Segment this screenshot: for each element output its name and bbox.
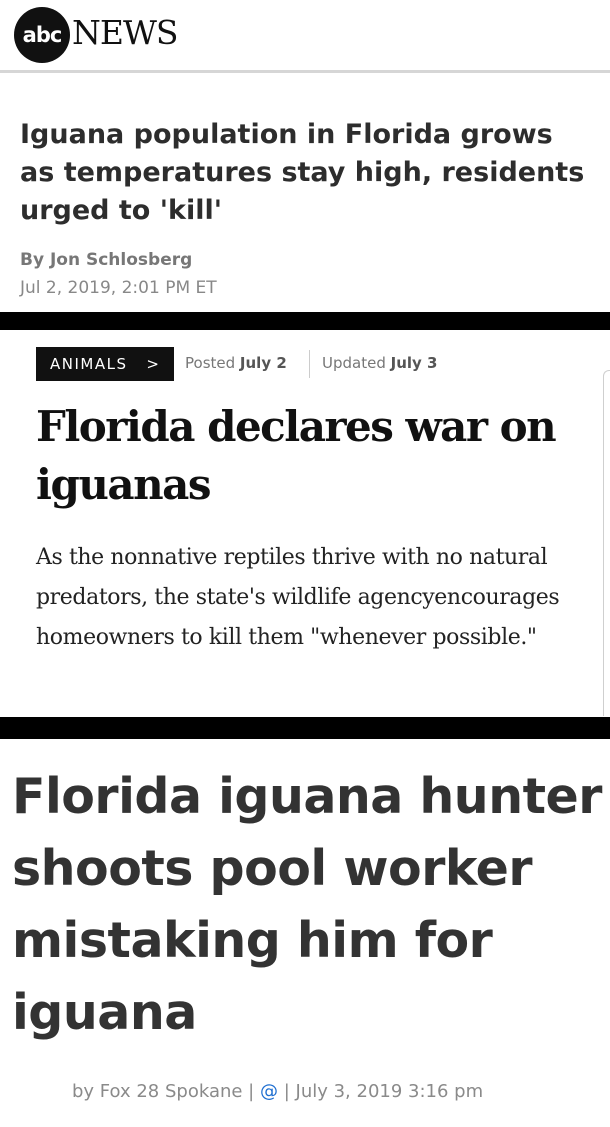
fox-headline: Florida iguana hunter shoots pool worker mistaking him for iguana [12, 768, 602, 1041]
chevron-right-icon: > [146, 355, 161, 373]
scroll-edge [603, 370, 610, 716]
updated-label: Updated [322, 354, 386, 372]
abc-news-header [0, 0, 610, 73]
posted-label: Posted [185, 354, 236, 372]
updated-date [322, 354, 437, 372]
abc-news-article [0, 0, 610, 312]
abc-headline: Iguana population in Florida grows as temperatures stay high, residents urged to 'kill' [20, 119, 585, 226]
panel-separator-2 [0, 717, 610, 739]
fox28-article [0, 739, 610, 1127]
at-icon[interactable]: @ [259, 1081, 278, 1102]
meta-divider [309, 350, 310, 378]
abc-news-wordmark[interactable]: NEWS [72, 13, 178, 52]
fox-byline-source: by Fox 28 Spokane | [72, 1081, 255, 1102]
newspaper-article [0, 330, 610, 717]
paper-dek: As the nonnative reptiles thrive with no natural predators, the state's wildlife agencyencourages homeowners to kill them "whenever possible." [36, 545, 560, 650]
fox-byline-date: | July 3, 2019 3:16 pm [283, 1081, 484, 1102]
panel-separator-1 [0, 312, 610, 330]
abc-byline[interactable]: By Jon Schlosberg [20, 250, 193, 270]
posted-date [185, 354, 287, 372]
posted-date-value: July 2 [239, 354, 287, 372]
abc-logo[interactable]: abc [14, 7, 70, 63]
section-tag-label: ANIMALS [50, 355, 128, 373]
section-tag-animals[interactable] [36, 347, 174, 381]
fox-byline [72, 1081, 483, 1102]
updated-date-value: July 3 [390, 354, 438, 372]
paper-headline: Florida declares war on iguanas [36, 402, 556, 509]
abc-date: Jul 2, 2019, 2:01 PM ET [20, 278, 217, 298]
